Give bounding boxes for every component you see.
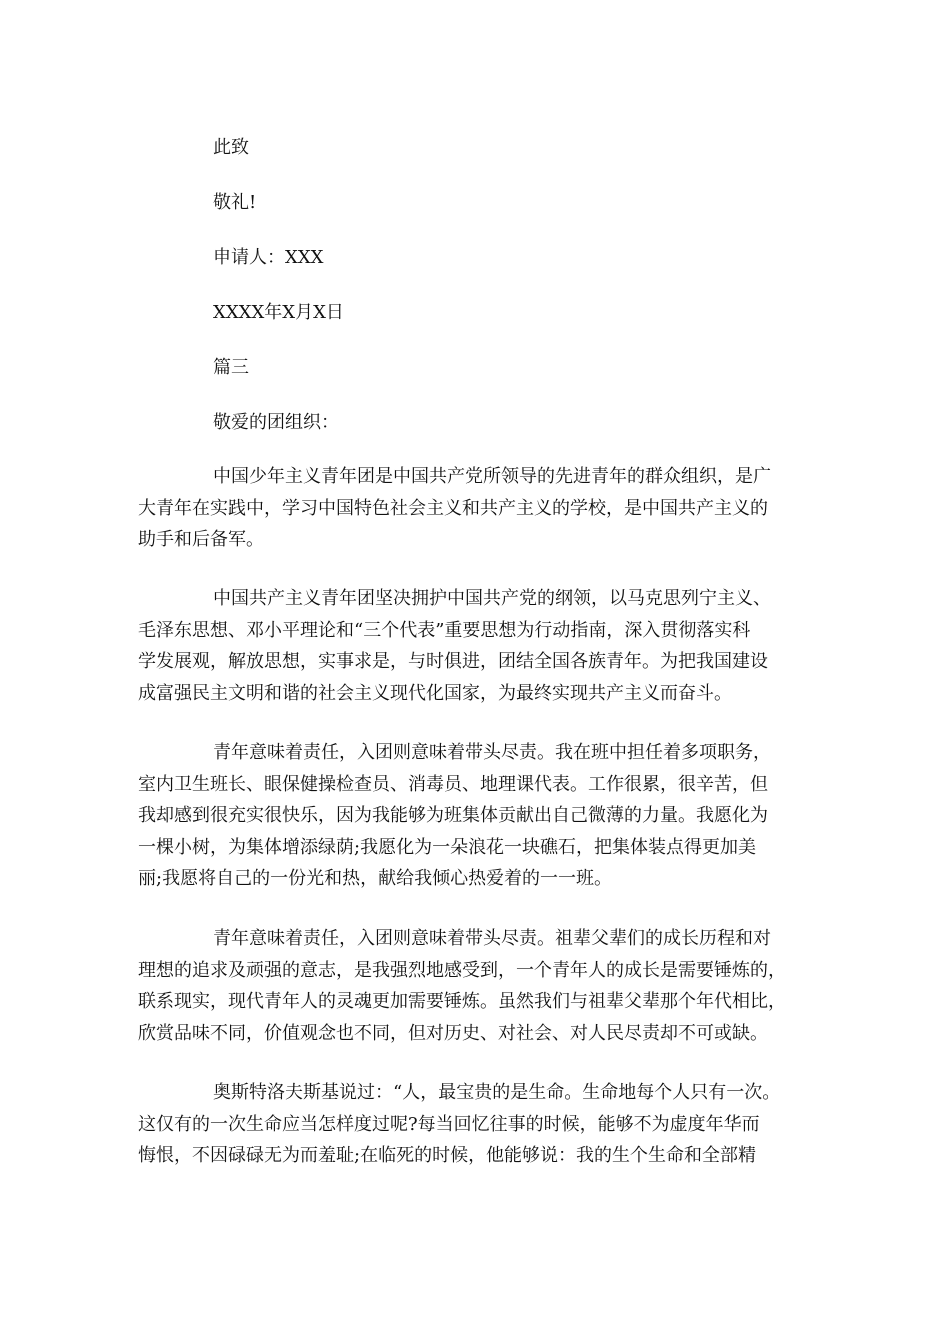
paragraph-5 — [138, 1077, 808, 1172]
paragraph-line: 助手和后备军。 — [138, 529, 264, 550]
paragraph-line: 悔恨，不因碌碌无为而羞耻;在临死的时候，他能够说：我的生个生命和全部精 — [138, 1145, 757, 1166]
paragraph-line: 学发展观，解放思想，实事求是，与时俱进，团结全国各族青年。为把我国建设 — [138, 651, 768, 672]
applicant-line: 申请人：XXX — [213, 247, 324, 268]
salutation: 敬爱的团组织： — [213, 412, 339, 433]
paragraph-3 — [138, 737, 808, 895]
closing-salute: 敬礼! — [213, 192, 257, 213]
closing-greeting: 此致 — [213, 137, 249, 158]
paragraph-line: 欣赏品味不同，价值观念也不同，但对历史、对社会、对人民尽责却不可或缺。 — [138, 1022, 768, 1044]
paragraph-line: 青年意味着责任，入团则意味着带头尽责。祖辈父辈们的成长历程和对 — [213, 928, 771, 949]
paragraph-line: 理想的追求及顽强的意志，是我强烈地感受到，一个青年人的成长是需要锤炼的， — [138, 959, 786, 981]
section-title: 篇三 — [213, 357, 249, 378]
paragraph-line: 中国共产主义青年团坚决拥护中国共产党的纲领，以马克思列宁主义、 — [213, 588, 771, 609]
paragraph-line: 室内卫生班长、眼保健操检查员、消毒员、地理课代表。工作很累，很辛苦，但 — [138, 773, 768, 795]
paragraph-line: 一棵小树，为集体增添绿荫;我愿化为一朵浪花一块礁石，把集体装点得更加美 — [138, 836, 757, 858]
paragraph-line: 这仅有的一次生命应当怎样度过呢?每当回忆往事的时候，能够不为虚度年华而 — [138, 1113, 760, 1135]
paragraph-2 — [138, 583, 808, 709]
paragraph-line: 我却感到很充实很快乐，因为我能够为班集体贡献出自己微薄的力量。我愿化为 — [138, 805, 768, 826]
paragraph-line: 青年意味着责任，入团则意味着带头尽责。我在班中担任着多项职务， — [213, 742, 771, 763]
paragraph-4 — [138, 923, 808, 1049]
paragraph-line: 毛泽东思想、邓小平理论和“三个代表”重要思想为行动指南，深入贯彻落实科 — [138, 619, 751, 641]
paragraph-line: 大青年在实践中，学习中国特色社会主义和共产主义的学校，是中国共产主义的 — [138, 497, 768, 519]
paragraph-line: 联系现实，现代青年人的灵魂更加需要锤炼。虽然我们与祖辈父辈那个年代相比， — [138, 991, 786, 1012]
paragraph-line: 丽;我愿将自己的一份光和热，献给我倾心热爱着的一一班。 — [138, 868, 613, 889]
paragraph-1 — [138, 461, 808, 556]
date-line: XXXX年X月X日 — [213, 302, 344, 323]
paragraph-line: 中国少年主义青年团是中国共产党所领导的先进青年的群众组织，是广 — [213, 466, 771, 487]
paragraph-line: 奥斯特洛夫斯基说过：“人，最宝贵的是生命。生命地每个人只有一次。 — [213, 1082, 781, 1103]
paragraph-line: 成富强民主文明和谐的社会主义现代化国家，为最终实现共产主义而奋斗。 — [138, 682, 732, 704]
